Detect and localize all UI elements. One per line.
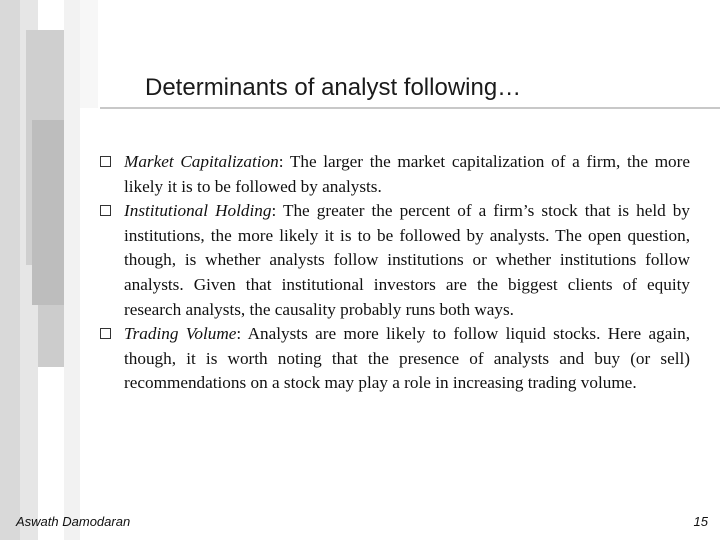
bullet-term: Institutional Holding — [124, 201, 272, 221]
decor-bar — [80, 0, 98, 108]
bullet-text — [124, 199, 690, 322]
title-divider — [100, 107, 720, 109]
decor-bar — [38, 305, 64, 367]
bullet-list — [96, 150, 690, 396]
bullet-text — [124, 150, 690, 199]
slide-title: Determinants of analyst following… — [145, 74, 522, 101]
decor-bar — [32, 120, 64, 305]
bullet-text — [124, 322, 690, 396]
bullet-term: Trading Volume — [124, 324, 237, 344]
bullet-term: Market Capitalization — [124, 152, 279, 171]
bullet-item — [96, 150, 690, 199]
decor-bar — [64, 0, 80, 540]
checkbox-bullet-icon — [100, 156, 111, 167]
bullet-item — [96, 199, 690, 322]
bullet-body: : The larger the market capitalization of a firm, the more likely it is to be followed by analysts. — [124, 152, 691, 196]
checkbox-bullet-icon — [100, 205, 111, 216]
footer-author: Aswath Damodaran — [16, 514, 131, 529]
bullet-body: : Analysts are more likely to follow liquid stocks. Here again, though, it is worth noting that the presence of analysts and buy (or sell) recommendations on a stock may play a role in increasing trading volume. — [124, 324, 691, 393]
bullet-item — [96, 322, 690, 396]
bullet-body: : The greater the percent of a firm’s stock that is held by institutions, the more likely it is to be followed by analysts. The open question, though, is whether analysts follow institutions or whether institutions follow analysts. Given that institutional investors are the biggest clients of equity research analysts, the causality probably runs both ways. — [124, 201, 690, 319]
decor-bar — [0, 0, 20, 540]
page-number: 15 — [693, 514, 708, 529]
checkbox-bullet-icon — [100, 328, 111, 339]
